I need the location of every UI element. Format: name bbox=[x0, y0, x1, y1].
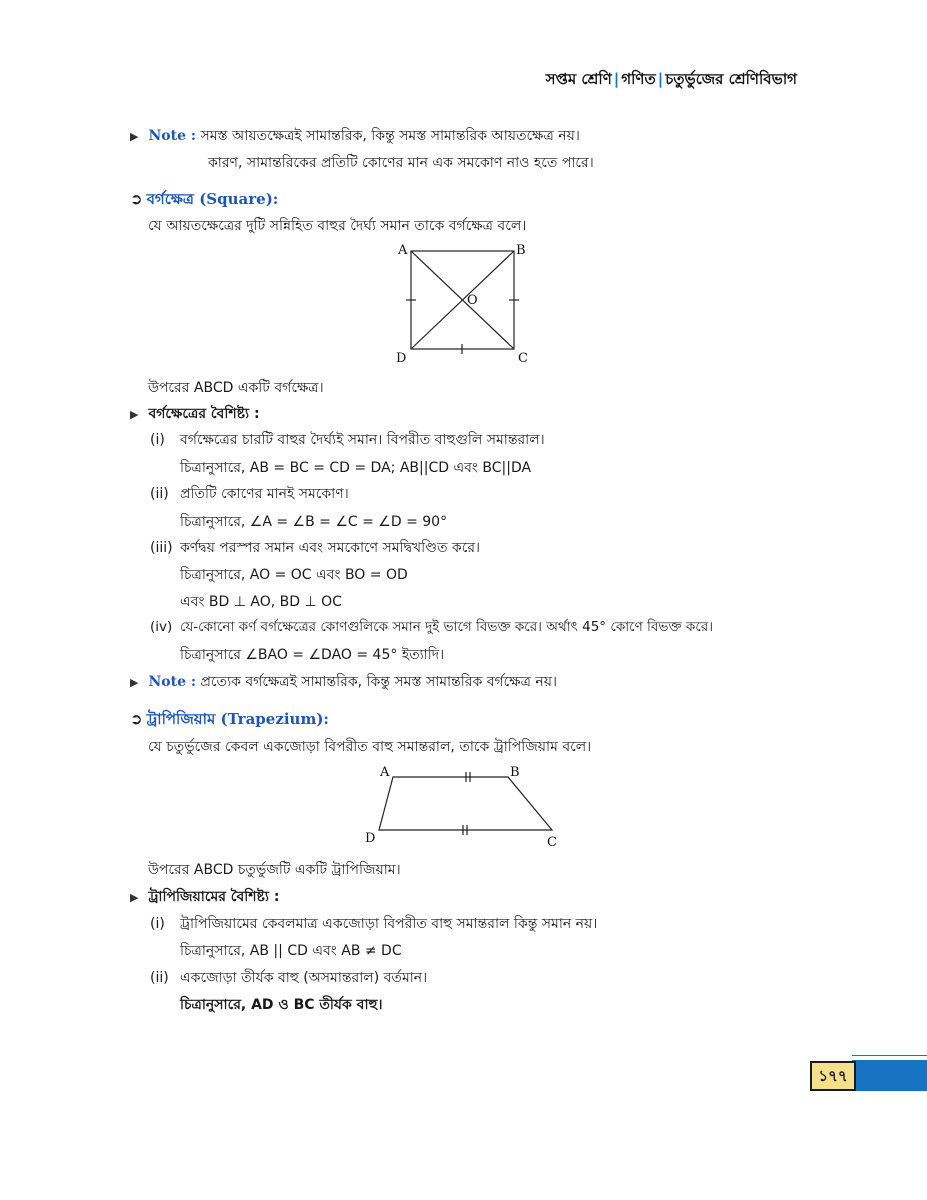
page-number-bar bbox=[856, 1061, 927, 1091]
trapezium-caption: উপরের ABCD চতুর্ভুজটি একটি ট্রাপিজিয়াম। bbox=[148, 862, 401, 878]
square-props-heading-text: বর্গক্ষেত্রের বৈশিষ্ট্য : bbox=[148, 406, 260, 422]
prop-number: (iv) bbox=[150, 619, 173, 635]
square-figure bbox=[390, 238, 540, 368]
trapezium-heading bbox=[130, 708, 329, 733]
trapezium-prop-2 bbox=[150, 966, 427, 990]
square-prop-3-sub-1: চিত্রানুসারে, AO = OC এবং BO = OD bbox=[180, 567, 408, 583]
label-c: C bbox=[547, 835, 557, 850]
label-o: O bbox=[467, 293, 478, 308]
arrow-right-icon: ➲ bbox=[130, 710, 143, 728]
note-1 bbox=[130, 124, 580, 148]
page-number: ১৭৭ bbox=[810, 1061, 856, 1091]
square-prop-2 bbox=[150, 482, 349, 506]
trapezium-prop-2-sub: চিত্রানুসারে, AD ও BC তীর্যক বাহু। bbox=[180, 997, 383, 1013]
trapezium-figure bbox=[355, 760, 570, 850]
square-prop-3-sub-2: এবং BD ⊥ AO, BD ⊥ OC bbox=[180, 594, 342, 610]
square-prop-2-sub: চিত্রানুসারে, ∠A = ∠B = ∠C = ∠D = 90° bbox=[180, 514, 448, 530]
label-b: B bbox=[516, 243, 526, 258]
note-2-text: প্রত্যেক বর্গক্ষেত্রই সামান্তরিক, কিন্তু সমস্ত সামান্তরিক বর্গক্ষেত্র নয়। bbox=[200, 674, 557, 690]
trapezium-definition: যে চতুর্ভুজের কেবল একজোড়া বিপরীত বাহু সমান্তরাল, তাকে ট্রাপিজিয়াম বলে। bbox=[148, 739, 592, 755]
square-heading-en: (Square): bbox=[199, 190, 279, 208]
square-prop-4 bbox=[150, 616, 713, 639]
square-prop-1 bbox=[150, 428, 545, 452]
label-b: B bbox=[510, 765, 520, 780]
label-a: A bbox=[398, 243, 408, 258]
arrow-right-icon: ➲ bbox=[130, 190, 143, 208]
prop-text: ট্রাপিজিয়ামের কেবলমাত্র একজোড়া বিপরীত বাহু সমান্তরাল কিন্তু সমান নয়। bbox=[180, 916, 598, 932]
note-2 bbox=[130, 670, 557, 694]
prop-number: (ii) bbox=[150, 486, 169, 502]
square-prop-3 bbox=[150, 536, 480, 560]
triangle-bullet-icon: ▶ bbox=[130, 891, 139, 904]
square-caption: উপরের ABCD একটি বর্গক্ষেত্র। bbox=[148, 380, 324, 396]
label-c: C bbox=[518, 351, 528, 366]
square-heading-bn: বর্গক্ষেত্র bbox=[146, 190, 194, 208]
prop-text: কর্ণদ্বয় পরস্পর সমান এবং সমকোণে সমদ্বিখণ্ডিত করে। bbox=[180, 540, 481, 556]
trapezium-prop-1-sub: চিত্রানুসারে, AB || CD এবং AB ≠ DC bbox=[180, 943, 402, 959]
square-prop-1-sub: চিত্রানুসারে, AB = BC = CD = DA; AB||CD এবং BC||DA bbox=[180, 460, 532, 476]
square-definition: যে আয়তক্ষেত্রের দুটি সন্নিহিত বাহুর দৈর্ঘ্য সমান তাকে বর্গক্ষেত্র বলে। bbox=[148, 218, 527, 234]
trapezium-heading-en: (Trapezium): bbox=[220, 710, 329, 728]
prop-text: যে-কোনো কর্ণ বর্গক্ষেত্রের কোণগুলিকে সমান দুই ভাগে বিভক্ত করে। অর্থাৎ 45° কোণে বিভক্ত করে। bbox=[180, 619, 714, 635]
triangle-bullet-icon: ▶ bbox=[130, 130, 139, 143]
note-1-line-1: সমস্ত আয়তক্ষেত্রই সামান্তরিক, কিন্তু সমস্ত সামান্তরিক আয়তক্ষেত্র নয়। bbox=[200, 128, 580, 144]
running-header bbox=[546, 68, 797, 93]
trapezium-heading-bn: ট্রাপিজিয়াম bbox=[146, 710, 216, 728]
note-1-line-2: কারণ, সামান্তরিকের প্রতিটি কোণের মান এক সমকোণ নাও হতে পারে। bbox=[208, 155, 594, 171]
square-prop-4-sub: চিত্রানুসারে ∠BAO = ∠DAO = 45° ইত্যাদি। bbox=[180, 647, 445, 663]
label-d: D bbox=[396, 351, 407, 366]
triangle-bullet-icon: ▶ bbox=[130, 676, 139, 689]
triangle-bullet-icon: ▶ bbox=[130, 408, 139, 421]
header-separator: | bbox=[657, 70, 664, 88]
trapezium-props-heading bbox=[130, 885, 279, 909]
header-chapter: চতুর্ভুজের শ্রেণিবিভাগ bbox=[665, 70, 797, 88]
note-label: Note : bbox=[148, 128, 197, 144]
trapezium-prop-1 bbox=[150, 912, 597, 936]
label-d: D bbox=[365, 831, 376, 846]
prop-number: (i) bbox=[150, 432, 165, 448]
header-subject: গণিত bbox=[621, 70, 656, 88]
prop-number: (ii) bbox=[150, 970, 169, 986]
header-separator: | bbox=[613, 70, 620, 88]
trapezium-props-heading-text: ট্রাপিজিয়ামের বৈশিষ্ট্য : bbox=[148, 889, 280, 905]
square-heading bbox=[130, 188, 278, 213]
label-a: A bbox=[380, 765, 390, 780]
prop-text: একজোড়া তীর্যক বাহু (অসমান্তরাল) বর্তমান। bbox=[180, 970, 428, 986]
prop-text: প্রতিটি কোণের মানই সমকোণ। bbox=[180, 486, 349, 502]
header-class: সপ্তম শ্রেণি bbox=[545, 70, 612, 88]
prop-number: (iii) bbox=[150, 540, 173, 556]
prop-text: বর্গক্ষেত্রের চারটি বাহুর দৈর্ঘ্যই সমান। বিপরীত বাহুগুলি সমান্তরাল। bbox=[180, 432, 545, 448]
trapezium-outline bbox=[379, 777, 552, 830]
prop-number: (i) bbox=[150, 916, 165, 932]
square-props-heading bbox=[130, 402, 260, 426]
note-label: Note : bbox=[148, 674, 197, 690]
